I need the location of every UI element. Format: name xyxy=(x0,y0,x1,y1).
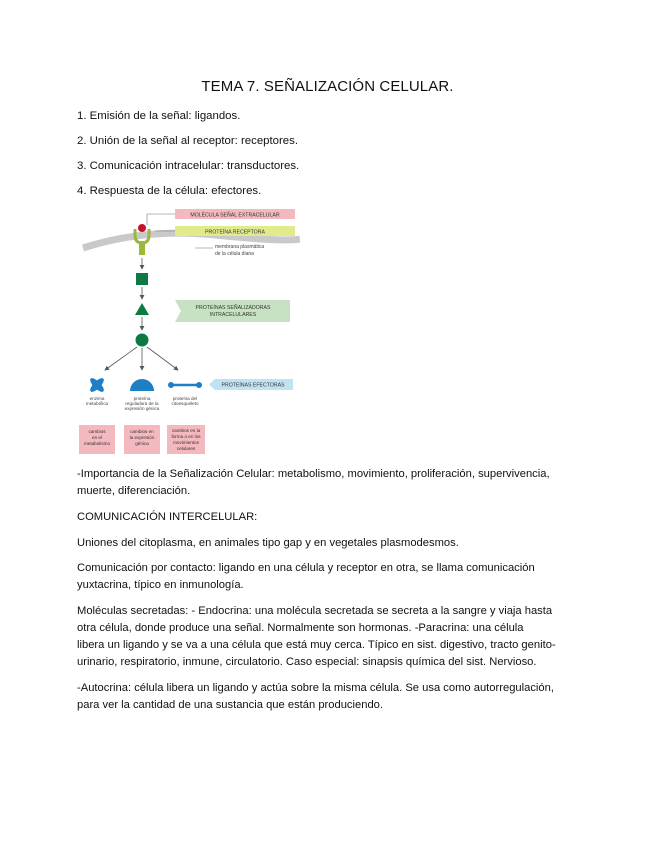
regulator-protein-shape xyxy=(130,379,154,391)
change-text: metabolismo xyxy=(83,441,111,446)
change-text: en el xyxy=(92,435,102,440)
text-line: otra célula, donde produce una señal. Normalmente son hormonas. -Paracrina: una célula xyxy=(77,622,524,634)
membrane-label-2: de la célula diana xyxy=(215,251,254,257)
change-text: la expresión xyxy=(129,435,155,440)
intracellular-label-band xyxy=(175,300,290,322)
effector-name: proteína del xyxy=(172,396,198,401)
change-text: cambios en la xyxy=(171,428,201,433)
change-text: cambios en xyxy=(130,429,154,434)
receptor-label: PROTEÍNA RECEPTORA xyxy=(205,229,265,236)
intracellular-label-1: PROTEÍNAS SEÑALIZADORAS xyxy=(195,305,271,311)
change-text: forma o en los xyxy=(171,434,201,439)
list-item: 4. Respuesta de la célula: efectores. xyxy=(77,185,262,197)
cytoskeleton-protein-shape xyxy=(168,382,202,388)
list-item: 3. Comunicación intracelular: transductores. xyxy=(77,160,300,172)
paragraph-contact xyxy=(77,560,587,594)
text-line: Comunicación por contacto: ligando en una célula y receptor en otra, se llama comunicación xyxy=(77,562,535,574)
paragraph-secreted xyxy=(77,603,587,671)
effector-name: metabólica xyxy=(85,401,109,406)
square-protein-shape xyxy=(136,273,148,285)
text-line: -Autocrina: célula libera un ligando y actúa sobre la misma célula. Se usa como autorregulación, xyxy=(77,682,554,694)
effector-name: expresión génica xyxy=(124,406,160,411)
paragraph-importance xyxy=(77,466,587,500)
intracellular-label-2: INTRACELULARES xyxy=(209,312,257,318)
cell-signaling-diagram xyxy=(75,203,300,458)
text-line: libera un ligando y se va a una célula que está muy cerca. Típico en sist. digestivo, tracto genito- xyxy=(77,639,556,651)
text-line: para ver la cantidad de una sustancia que están produciendo. xyxy=(77,699,384,711)
effector-name: reguladora de la xyxy=(125,401,159,406)
effector-name: citoesqueleto xyxy=(171,401,199,406)
text-line: muerte, diferenciación. xyxy=(77,485,191,497)
text-line: Uniones del citoplasma, en animales tipo gap y en vegetales plasmodesmos. xyxy=(77,537,459,549)
paragraph-gap-junctions xyxy=(77,535,587,552)
change-text: cambios xyxy=(88,429,106,434)
effector-name: enzima xyxy=(89,396,105,401)
list-item: 1. Emisión de la señal: ligandos. xyxy=(77,110,241,122)
list-item: 2. Unión de la señal al receptor: receptores. xyxy=(77,135,298,147)
text-line: urinario, respiratorio, inmune, circulatorio. Caso especial: sinapsis química del sist. Nervioso. xyxy=(77,656,537,668)
paragraph-autocrine xyxy=(77,680,587,714)
section-heading xyxy=(77,509,587,526)
text-line: -Importancia de la Señalización Celular: metabolismo, movimiento, proliferación, supervivencia, xyxy=(77,468,550,480)
change-text: movimientos xyxy=(173,440,199,445)
text-line: COMUNICACIÓN INTERCELULAR: xyxy=(77,511,258,523)
triangle-protein-shape xyxy=(135,303,149,315)
text-line: yuxtacrina, típico en inmunología. xyxy=(77,579,244,591)
text-line: Moléculas secretadas: - Endocrina: una molécula secretada se secreta a la sangre y viaja hasta xyxy=(77,605,553,617)
effectors-label: PROTEÍNAS EFECTORAS xyxy=(221,382,285,389)
circle-protein-shape xyxy=(136,334,149,347)
effector-name: proteína xyxy=(133,396,151,401)
membrane-label-1: membrana plasmática xyxy=(215,244,265,250)
change-text: génica xyxy=(135,441,149,446)
enzyme-shape xyxy=(88,376,106,394)
signal-molecule-shape xyxy=(138,224,146,232)
change-text: celulares xyxy=(176,446,196,451)
page-title: TEMA 7. SEÑALIZACIÓN CELULAR. xyxy=(201,78,454,95)
signal-label: MOLÉCULA SEÑAL EXTRACELULAR xyxy=(190,212,280,219)
